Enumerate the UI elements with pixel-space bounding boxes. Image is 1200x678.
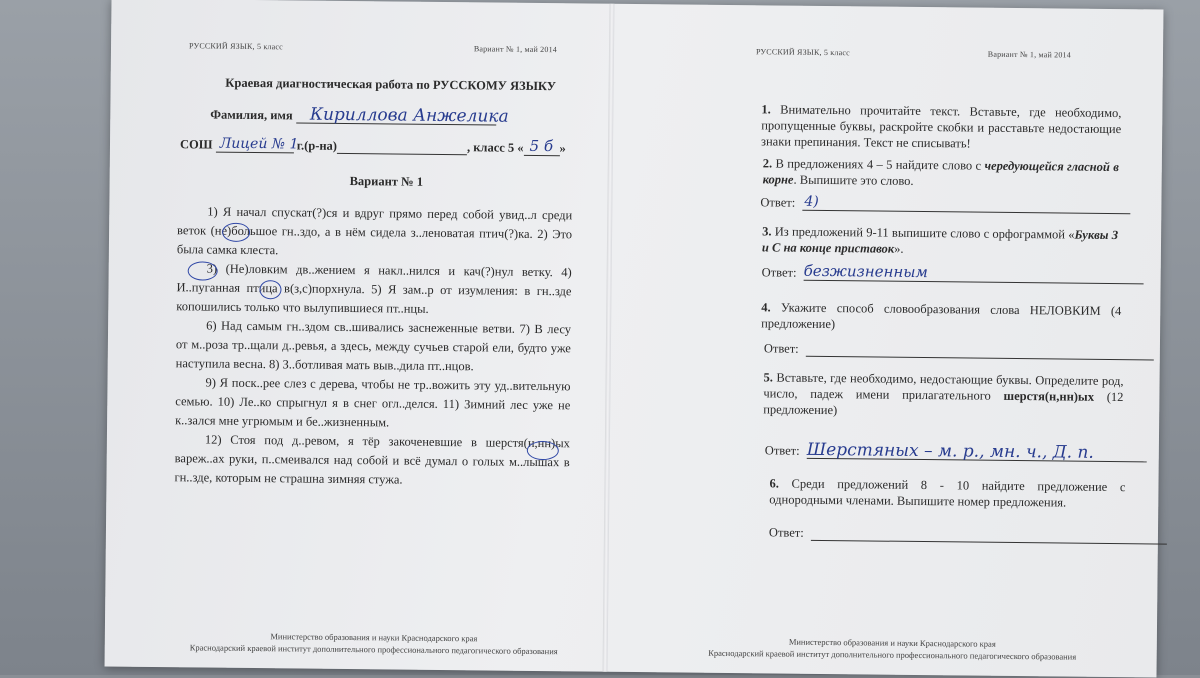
test-title: Краевая диагностическая работа по РУССКОМУ ЯЗЫКУ	[225, 75, 556, 94]
answer-3-field[interactable]	[803, 261, 1144, 285]
class-field[interactable]	[523, 136, 559, 156]
name-row	[210, 104, 509, 127]
name-field[interactable]	[296, 104, 509, 127]
answer-5-row	[764, 439, 1147, 463]
question-text: В предложениях 4 – 5 найдите слово с	[775, 156, 985, 173]
circle-mark	[222, 223, 250, 242]
left-page	[105, 0, 610, 672]
question-3	[762, 223, 1118, 259]
school-handwritten: Лицей № 1	[219, 135, 299, 153]
class-close: »	[559, 141, 566, 156]
question-number: 4.	[761, 300, 771, 315]
question-text: Укажите способ словообразования слова НЕЛОВКИМ (4 предложение)	[761, 300, 1122, 332]
school-row	[180, 137, 566, 156]
footer-ministry: Министерство образования и науки Краснодарского края	[270, 631, 478, 644]
question-number: 2.	[762, 156, 773, 171]
city-field[interactable]	[337, 140, 467, 155]
city-label: г.(р-на)	[296, 138, 338, 153]
question-1	[761, 101, 1121, 153]
right-footer	[618, 634, 1167, 664]
left-header-variant: Вариант № 1, май 2014	[473, 44, 558, 55]
footer-institute: Краснодарский краевой институт дополнительного профессионального педагогического образования	[708, 647, 1077, 662]
left-footer	[125, 629, 623, 658]
exercise-text	[174, 202, 572, 491]
answer-6-row	[769, 525, 1167, 544]
answer-3-handwritten: безжизненным	[803, 261, 929, 282]
question-text: Среди предложений 8 - 10 найдите предложение с однородными членами. Выпишите номер предложения.	[769, 476, 1126, 510]
answer-5-field[interactable]	[806, 439, 1147, 463]
answer-2-handwritten: 4)	[804, 193, 819, 210]
question-text-end: ».	[894, 241, 904, 256]
question-text: Из предложений 9-11 выпишите слово с орфограммой «	[774, 224, 1075, 242]
question-keyword: шерстя(н,нн)ых	[1003, 388, 1095, 404]
question-text-end: (12 предложение)	[763, 389, 1124, 418]
answer-4-row	[764, 341, 1154, 360]
question-text: Вставьте, где необходимо, недостающие буквы. Определите род, число, падеж имени прилагательного	[763, 370, 1124, 403]
answer-2-row	[760, 195, 1130, 214]
question-number: 6.	[769, 476, 779, 491]
variant-label: Вариант № 1	[349, 174, 424, 189]
class-label: , класс 5 «	[466, 140, 524, 155]
answer-label: Ответ:	[764, 443, 800, 458]
text-paragraph: 6) Над самым гн..здом св..шивались заснеженные ветви. 7) В лесу от м..роза тр..щали д..ревья, а здесь, между сучьев старой ели, будто уже наступила весна. 8) З..ботливая мать выв..дила пт..нцов.	[175, 318, 572, 374]
question-5	[763, 369, 1123, 421]
footer-institute: Краснодарский краевой институт дополнительного профессионального педагогического образования	[189, 642, 558, 657]
footer-ministry: Министерство образования и науки Краснодарского края	[788, 636, 996, 649]
answer-3-row	[761, 261, 1144, 284]
question-6	[769, 475, 1125, 511]
right-header-subject: РУССКИЙ ЯЗЫК, 5 класс	[755, 47, 850, 58]
text-paragraph: 12) Стоя под д..ревом, я тёр закоченевшие в шерстя(н,нн)ых вареж..ах руки, п..смеивался над собой и всё думал о голых м..лышах в гн..зде, которым не страшна зимняя стужа.	[174, 432, 570, 487]
name-label: Фамилия, имя	[210, 107, 293, 123]
answer-6-field[interactable]	[811, 527, 1167, 545]
question-emphasis: Буквы З и С на конце приставок	[761, 227, 1119, 256]
circle-mark	[188, 261, 218, 280]
answer-label: Ответ:	[761, 265, 797, 280]
text-paragraph: 9) Я поск..рее слез с дерева, чтобы не тр..вожить эту уд..вительную семью. 10) Ле..ко спрыгнул я в снег огл..делся. 11) Зимний лес уже не к..зался мне угрюмым и бе..жизненным.	[175, 375, 571, 430]
question-number: 3.	[762, 224, 772, 239]
question-number: 5.	[763, 370, 774, 385]
question-number: 1.	[761, 102, 771, 117]
school-label: СОШ	[179, 137, 213, 152]
text-paragraph: 3) (Не)ловким дв..жением я накл..нился и кач(?)нул ветку. 4) И..пуганная птица в(з,с)порхнула. 5) Я зам..р от изумления: в гн..зде копошились только что вылупившиеся пт..нцы.	[176, 261, 572, 316]
right-header-variant: Вариант № 1, май 2014	[987, 49, 1072, 60]
answer-label: Ответ:	[768, 525, 804, 540]
answer-label: Ответ:	[760, 195, 796, 210]
question-emphasis: чередующейся гласной в корне	[762, 158, 1119, 187]
circle-mark	[259, 280, 281, 299]
class-handwritten: 5 б	[529, 136, 554, 156]
left-header-subject: РУССКИЙ ЯЗЫК, 5 класс	[188, 41, 283, 52]
answer-4-field[interactable]	[806, 343, 1154, 361]
text-paragraph: 1) Я начал спускат(?)ся и вдруг прямо перед собой увид..л среди веток (не)большое гн..здо, а в нём сидела з..леноватая птич(?)ка. 2) Это была самка клеста.	[176, 204, 573, 258]
question-text: Внимательно прочитайте текст. Вставьте, где необходимо, пропущенные буквы, раскройте скобки и расставьте недостающие знаки препинания. Текст не списывать!	[760, 102, 1122, 151]
circle-mark	[527, 441, 559, 460]
question-2	[763, 155, 1119, 191]
name-handwritten: Кириллова Анжелика	[309, 104, 509, 127]
question-4	[761, 299, 1121, 335]
test-sheet	[105, 0, 1164, 677]
question-text-end: . Выпишите это слово.	[793, 172, 914, 188]
school-field[interactable]	[216, 135, 299, 154]
answer-2-field[interactable]	[802, 193, 1130, 214]
answer-5-handwritten: Шерстяных – м. р., мн. ч., Д. п.	[806, 439, 1094, 463]
right-page	[608, 4, 1164, 678]
answer-label: Ответ:	[763, 341, 799, 356]
